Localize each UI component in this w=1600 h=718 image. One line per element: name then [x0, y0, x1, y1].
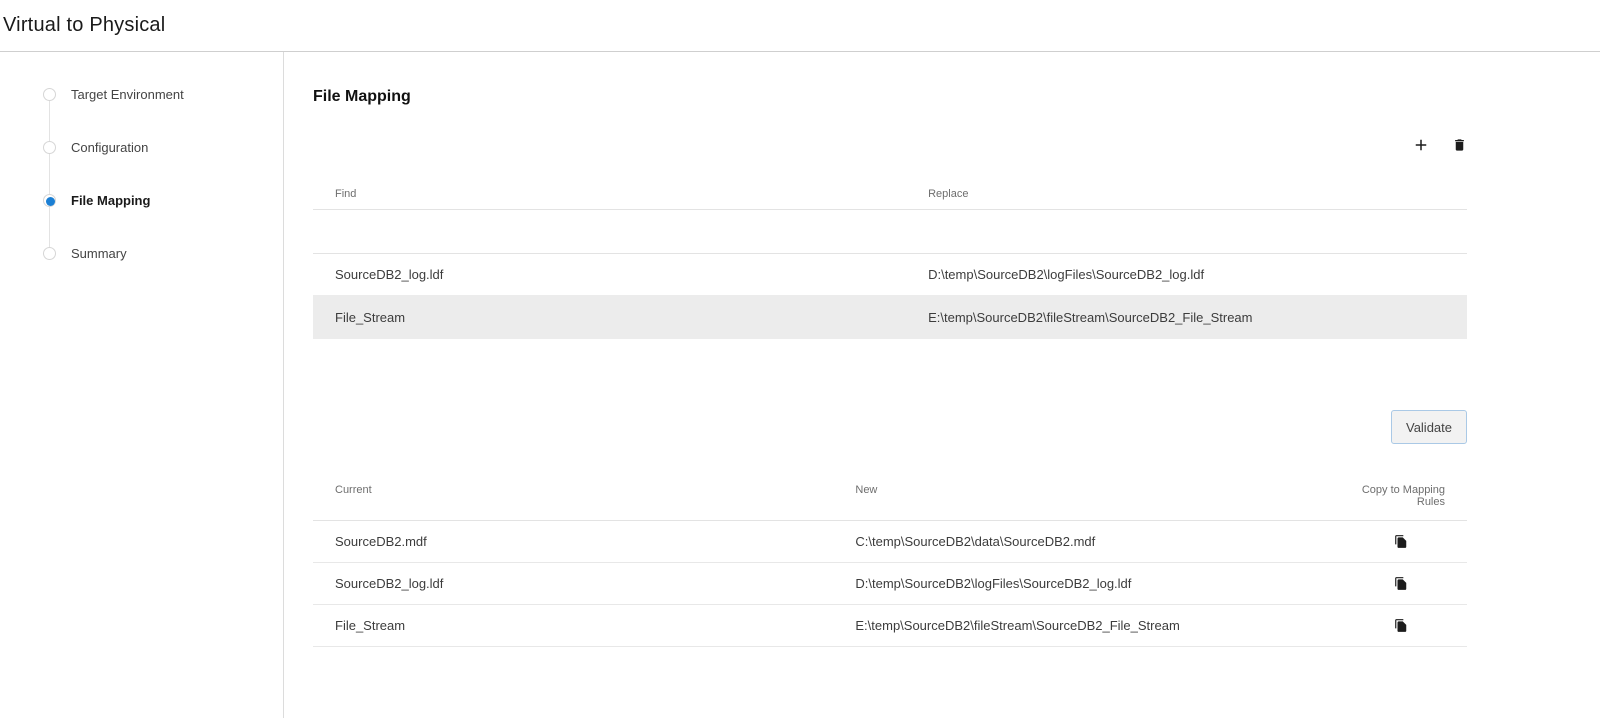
validation-results-table [313, 484, 1467, 647]
step-label: Summary [71, 246, 127, 261]
column-header-copy-to-mapping-rules: Copy to Mapping Rules [1361, 484, 1445, 508]
new-cell: C:\temp\SourceDB2\data\SourceDB2.mdf [855, 534, 1096, 549]
mapping-rules-table [313, 158, 1467, 339]
copy-to-mapping-rules-button[interactable] [1394, 576, 1408, 591]
validate-button[interactable]: Validate [1391, 410, 1467, 444]
step-circle [43, 247, 56, 260]
results-table-header [313, 484, 1467, 521]
copy-to-mapping-rules-button[interactable] [1394, 618, 1408, 633]
active-step-dot [46, 197, 55, 206]
new-cell: D:\temp\SourceDB2\logFiles\SourceDB2_log.ldf [855, 576, 1132, 591]
step-label: File Mapping [71, 193, 151, 208]
column-header-find: Find [335, 188, 357, 200]
copy-icon [1394, 534, 1408, 549]
column-header-new: New [855, 484, 878, 496]
plus-icon [1412, 136, 1430, 154]
replace-cell: D:\temp\SourceDB2\logFiles\SourceDB2_log.ldf [928, 267, 1205, 282]
trash-icon [1452, 137, 1467, 153]
table-row [313, 521, 1467, 563]
table-row[interactable] [313, 210, 1467, 254]
replace-cell: E:\temp\SourceDB2\fileStream\SourceDB2_File_Stream [928, 309, 1253, 325]
table-row [313, 605, 1467, 647]
mapping-table-header [313, 158, 1467, 210]
step-label: Configuration [71, 140, 149, 155]
current-cell: SourceDB2.mdf [335, 534, 427, 549]
wizard-sidebar [0, 52, 284, 718]
wizard-stepper [0, 68, 283, 280]
copy-icon [1394, 576, 1408, 591]
table-row [313, 563, 1467, 605]
table-row[interactable] [313, 254, 1467, 295]
section-title: File Mapping [313, 88, 411, 105]
top-bar [0, 0, 1600, 52]
stepper-step-summary[interactable] [0, 227, 283, 280]
step-circle [43, 88, 56, 101]
find-cell: SourceDB2_log.ldf [335, 267, 444, 282]
step-circle-active [43, 194, 56, 207]
new-cell: E:\temp\SourceDB2\fileStream\SourceDB2_File_Stream [855, 618, 1180, 633]
main-content [284, 52, 1600, 718]
step-circle [43, 141, 56, 154]
copy-icon [1394, 618, 1408, 633]
find-cell: File_Stream [335, 309, 406, 325]
column-header-replace: Replace [928, 188, 969, 200]
copy-to-mapping-rules-button[interactable] [1394, 534, 1408, 549]
validate-row [313, 410, 1467, 444]
mapping-toolbar [313, 132, 1467, 158]
stepper-step-file-mapping[interactable] [0, 174, 283, 227]
stepper-step-configuration[interactable] [0, 121, 283, 174]
column-header-current: Current [335, 484, 372, 496]
step-label: Target Environment [71, 87, 184, 102]
current-cell: SourceDB2_log.ldf [335, 576, 444, 591]
stepper-step-target-environment[interactable] [0, 68, 283, 121]
current-cell: File_Stream [335, 618, 406, 633]
delete-mapping-button[interactable] [1452, 137, 1467, 153]
add-mapping-button[interactable] [1412, 136, 1430, 154]
table-row[interactable] [313, 295, 1467, 339]
page-title: Virtual to Physical [3, 14, 166, 36]
